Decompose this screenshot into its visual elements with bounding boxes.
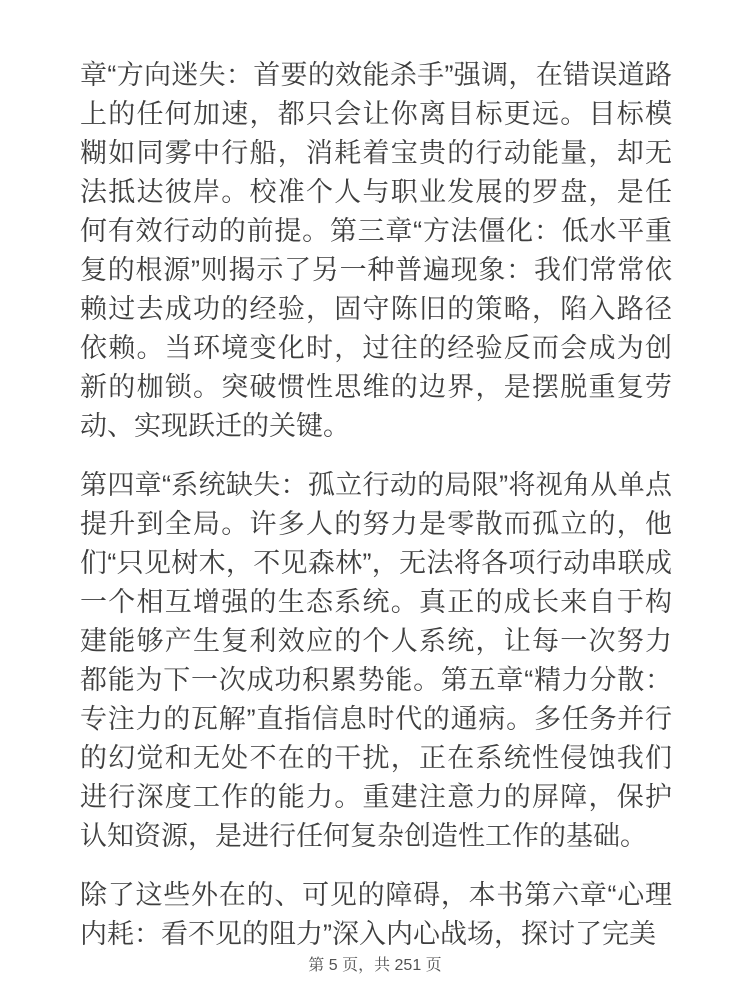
page-footer: [0, 956, 750, 976]
body-paragraph-1: 章“方向迷失：首要的效能杀手”强调，在错误道路上的任何加速，都只会让你离目标更远。目标模糊如同雾中行船，消耗着宝贵的行动能量，却无法抵达彼岸。校准个人与职业发展的罗盘，是任何有效行动的前提。第三章“方法僵化：低水平重复的根源”则揭示了另一种普遍现象：我们常常依赖过去成功的经验，固守陈旧的策略，陷入路径依赖。当环境变化时，过往的经验反而会成为创新的枷锁。突破惯性思维的边界，是摆脱重复劳动、实现跃迁的关键。: [80, 60, 672, 441]
page-number-label: 第 5 页，共 251 页: [308, 957, 442, 974]
body-paragraph-3: 除了这些外在的、可见的障碍，本书第六章“心理内耗：看不见的阻力”深入内心战场，探讨了完美: [80, 880, 672, 949]
body-paragraph-2: 第四章“系统缺失：孤立行动的局限”将视角从单点提升到全局。许多人的努力是零散而孤立的，他们“只见树木，不见森林”，无法将各项行动串联成一个相互增强的生态系统。真正的成长来自于构建能够产生复利效应的个人系统，让每一次努力都能为下一次成功积累势能。第五章“精力分散：专注力的瓦解”直指信息时代的通病。多任务并行的幻觉和无处不在的干扰，正在系统性侵蚀我们进行深度工作的能力。重建注意力的屏障，保护认知资源，是进行任何复杂创造性工作的基础。: [80, 470, 672, 851]
